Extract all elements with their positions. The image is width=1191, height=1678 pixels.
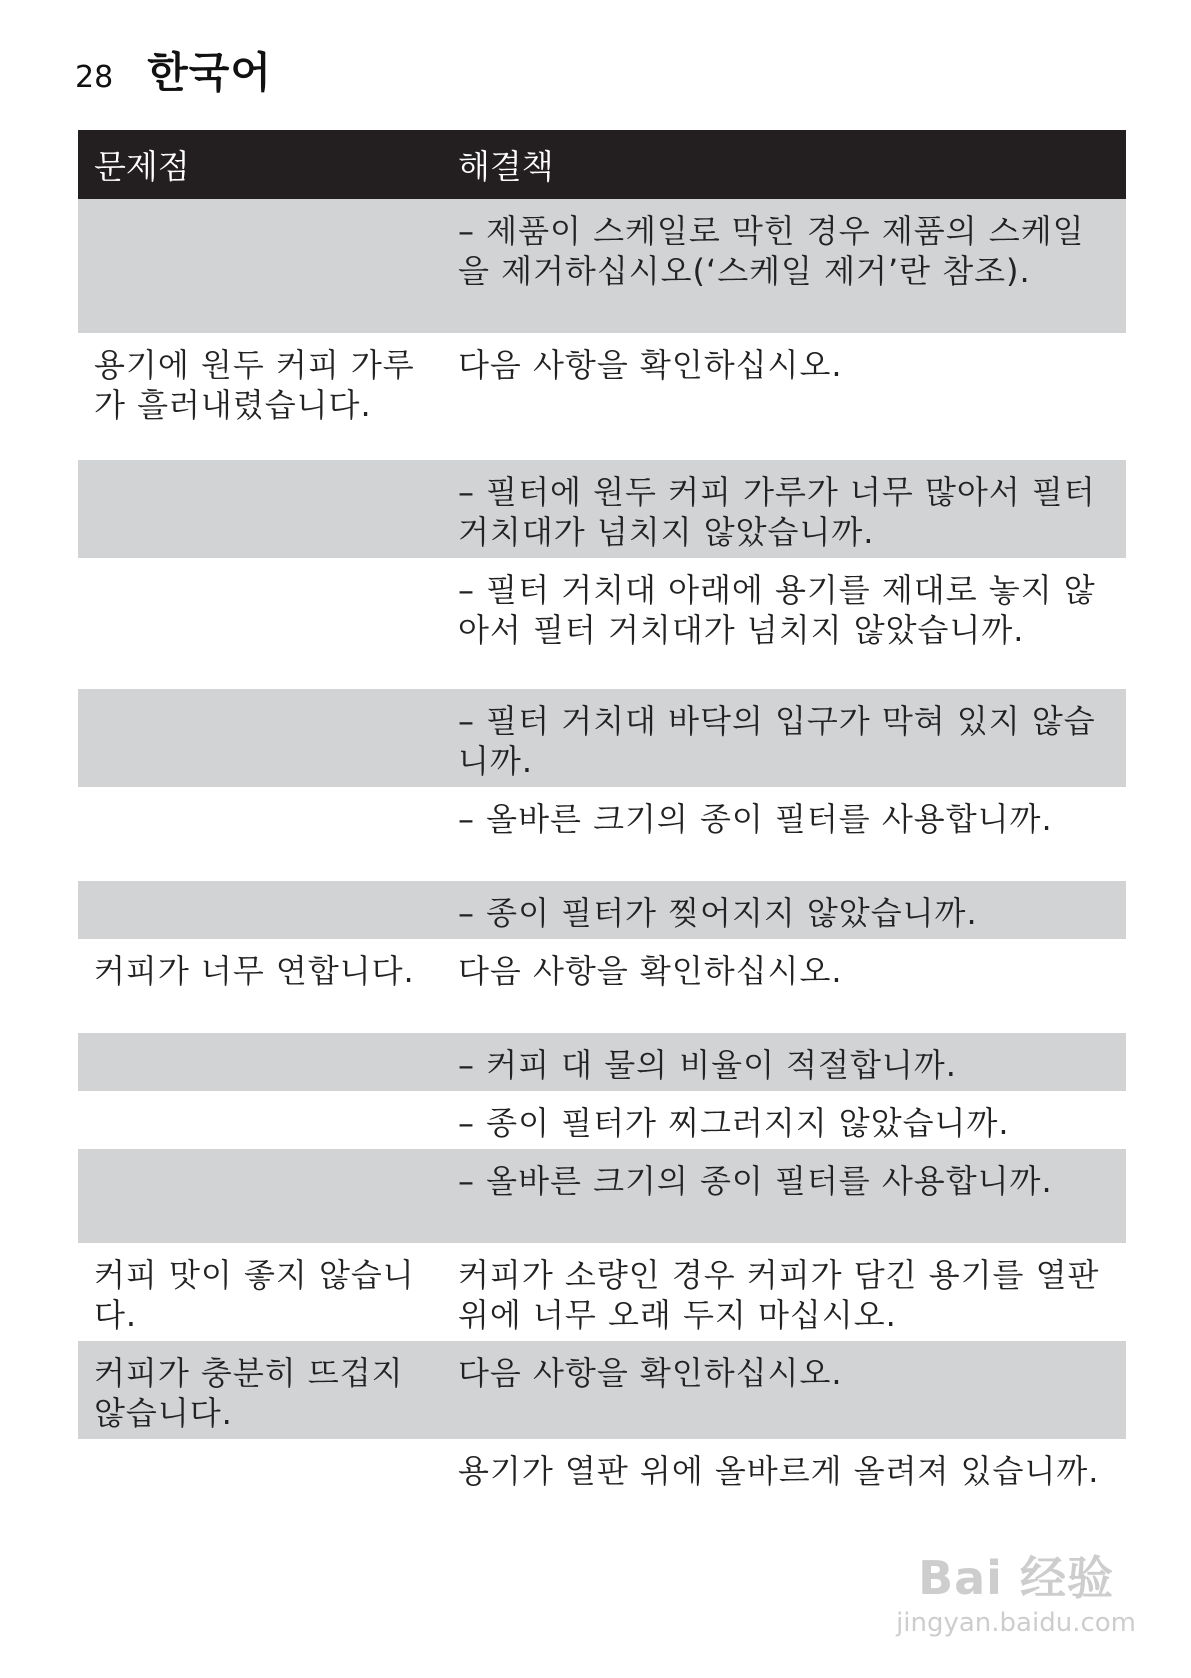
solution-cell: – 올바른 크기의 종이 필터를 사용합니까.: [458, 800, 1053, 838]
solution-cell: – 올바른 크기의 종이 필터를 사용합니까.: [458, 1162, 1053, 1200]
solution-cell: 다음 사항을 확인하십시오.: [458, 1354, 843, 1392]
solution-cell: 다음 사항을 확인하십시오.: [458, 952, 843, 990]
problem-cell: [78, 472, 448, 552]
table-row: [78, 558, 1126, 689]
table-row: [78, 689, 1126, 787]
solution-cell: 커피가 소량인 경우 커피가 담긴 용기를 열판 위에 너무 오래 두지 마십시오.: [458, 1256, 1100, 1334]
table-body: [78, 199, 1126, 1539]
solution-cell: – 종이 필터가 찢어지지 않았습니까.: [458, 894, 978, 932]
watermark-logo: Bai 经验: [918, 1551, 1114, 1605]
problem-cell: 커피 맛이 좋지 않습니다.: [94, 1256, 415, 1334]
problem-cell: [78, 799, 448, 875]
problem-cell: [78, 570, 448, 683]
solution-cell: – 필터 거치대 아래에 용기를 제대로 놓지 않아서 필터 거치대가 넘치지 않았습니까.: [458, 571, 1096, 649]
table-row: [78, 199, 1126, 333]
table-row: [78, 333, 1126, 460]
table-row: [78, 1149, 1126, 1243]
column-header-solution: 해결책: [458, 147, 554, 186]
solution-cell: – 커피 대 물의 비율이 적절합니까.: [458, 1046, 957, 1084]
solution-cell: – 종이 필터가 찌그러지지 않았습니까.: [458, 1104, 1010, 1142]
table-row: [78, 787, 1126, 881]
troubleshooting-table: [78, 130, 1126, 1539]
table-row: [78, 1439, 1126, 1539]
table-header: [78, 130, 1126, 199]
table-row: [78, 881, 1126, 939]
table-row: [78, 1091, 1126, 1149]
table-row: [78, 939, 1126, 1033]
solution-cell: – 필터에 원두 커피 가루가 너무 많아서 필터 거치대가 넘치지 않았습니까.: [458, 473, 1096, 551]
page-number: 28: [75, 60, 114, 95]
page-title: 한국어: [147, 48, 272, 97]
problem-cell: 커피가 너무 연합니다.: [94, 952, 415, 990]
page-header: [75, 40, 272, 100]
baidu-watermark: [896, 1542, 1136, 1638]
problem-cell: [78, 1103, 448, 1143]
solution-cell: 다음 사항을 확인하십시오.: [458, 346, 843, 384]
table-row: [78, 460, 1126, 558]
solution-cell: – 제품이 스케일로 막힌 경우 제품의 스케일을 제거하십시오(‘스케일 제거’란 참조).: [458, 212, 1085, 290]
table-row: [78, 1033, 1126, 1091]
table-row: [78, 1341, 1126, 1439]
problem-cell: [78, 893, 448, 933]
problem-cell: [78, 1161, 448, 1237]
table-row: [78, 1243, 1126, 1341]
problem-cell: 용기에 원두 커피 가루가 흘러내렸습니다.: [94, 346, 415, 424]
problem-cell: [78, 1045, 448, 1085]
problem-cell: 커피가 충분히 뜨겁지 않습니다.: [94, 1354, 404, 1432]
solution-cell: 용기가 열판 위에 올바르게 올려져 있습니까.: [458, 1452, 1100, 1490]
problem-cell: [78, 1451, 448, 1533]
problem-cell: [78, 701, 448, 781]
column-header-problem: 문제점: [94, 147, 190, 186]
watermark-url: jingyan.baidu.com: [896, 1608, 1136, 1638]
solution-cell: – 필터 거치대 바닥의 입구가 막혀 있지 않습니까.: [458, 702, 1096, 780]
problem-cell: [78, 211, 448, 327]
